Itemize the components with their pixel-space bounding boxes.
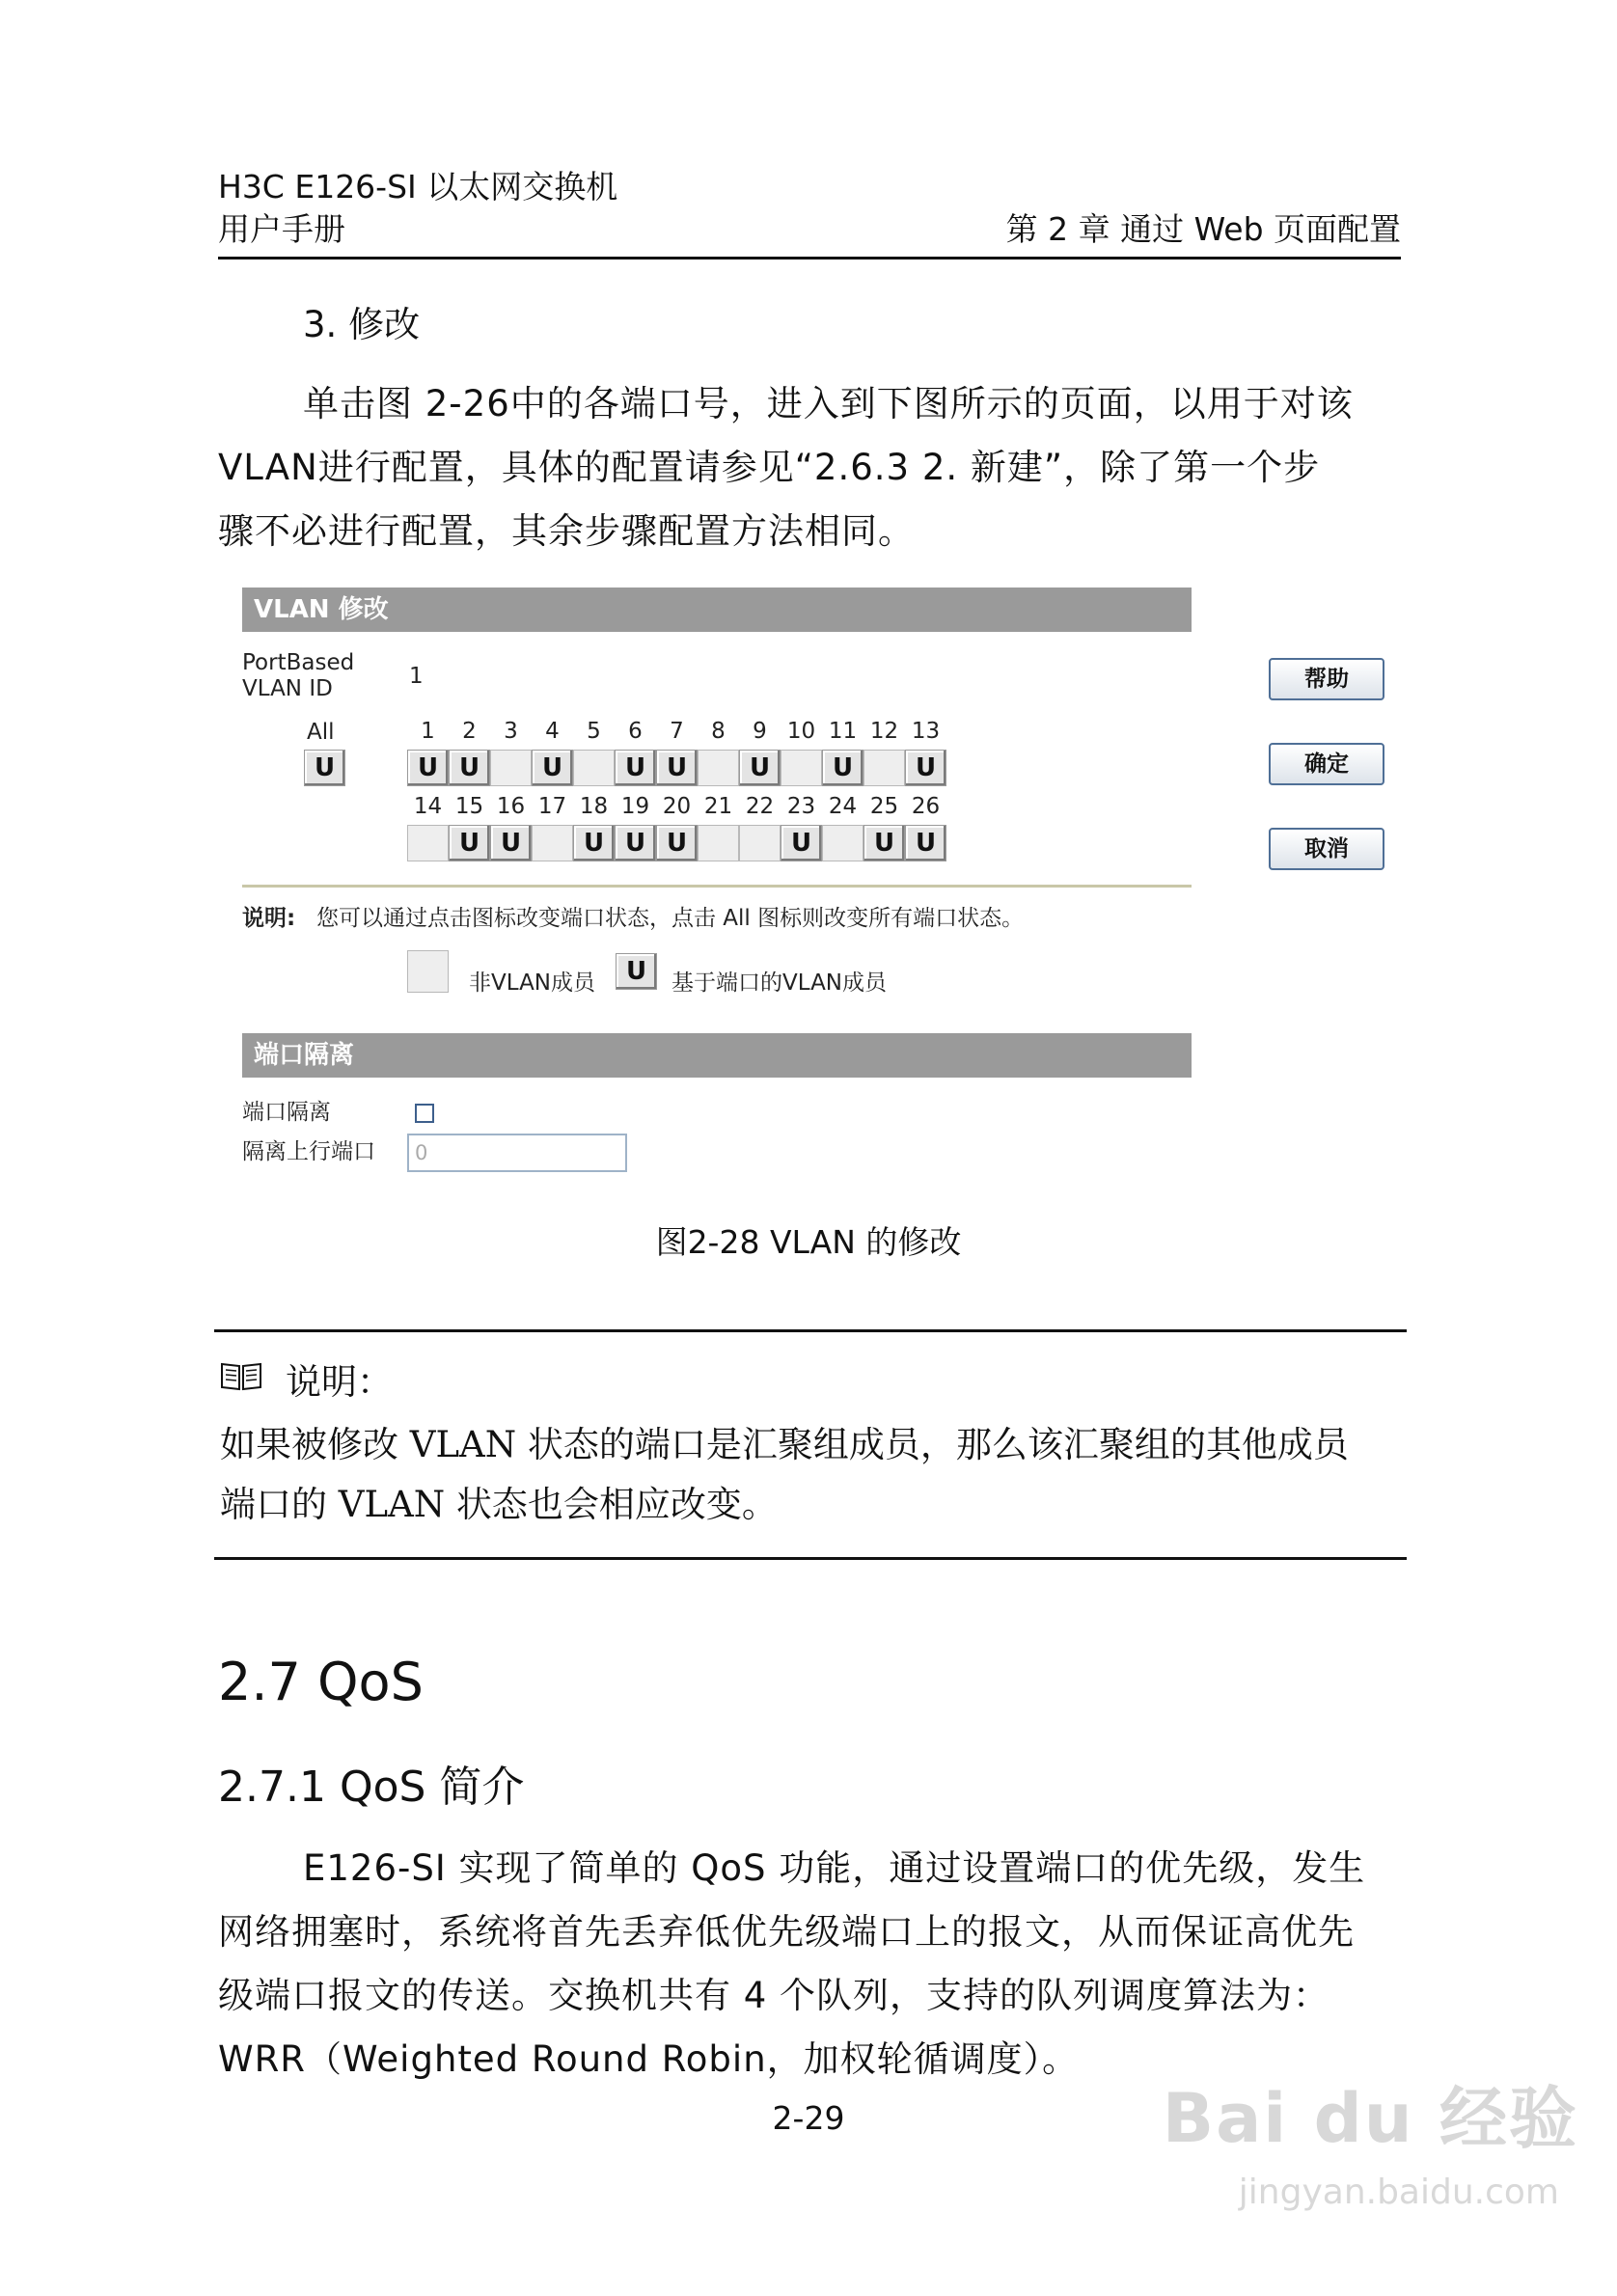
port-toggle[interactable] xyxy=(822,825,863,861)
port-toggle[interactable]: U xyxy=(905,825,946,861)
port-number[interactable]: 8 xyxy=(711,719,726,744)
port-number[interactable]: 6 xyxy=(628,719,643,744)
port-number[interactable]: 18 xyxy=(579,794,609,819)
port-number[interactable]: 22 xyxy=(745,794,775,819)
vlan-modify-screenshot xyxy=(239,576,1389,1193)
cancel-button[interactable]: 取消 xyxy=(1269,828,1384,870)
note-bottom-rule xyxy=(214,1557,1407,1560)
note-line-2: 端口的 VLAN 状态也会相应改变。 xyxy=(220,1484,778,1525)
qos-line-1: E126-SI 实现了简单的 QoS 功能，通过设置端口的优先级，发生 xyxy=(303,1847,1366,1889)
port-number[interactable]: 23 xyxy=(786,794,816,819)
figure-caption: 图2-28 VLAN 的修改 xyxy=(655,1223,962,1261)
section-2-7-heading: 2.7 QoS xyxy=(218,1652,424,1712)
para-line-2: VLAN进行配置，具体的配置请参见“2.6.3 2. 新建”，除了第一个步 xyxy=(218,447,1321,488)
port-toggle[interactable] xyxy=(407,825,449,861)
port-isolation-bar: 端口隔离 xyxy=(242,1033,1192,1078)
port-number[interactable]: 4 xyxy=(545,719,560,744)
figure-note-text: 您可以通过点击图标改变端口状态，点击 All 图标则改变所有端口状态。 xyxy=(316,906,1025,931)
port-toggle[interactable] xyxy=(532,825,573,861)
port-number[interactable]: 7 xyxy=(670,719,684,744)
port-number[interactable]: 11 xyxy=(828,719,858,744)
port-toggle[interactable] xyxy=(739,825,781,861)
port-toggle[interactable]: U xyxy=(449,750,490,786)
port-toggle[interactable] xyxy=(781,750,822,786)
header-product: H3C E126-SI 以太网交换机 xyxy=(218,168,618,205)
uplink-port-input[interactable]: 0 xyxy=(407,1134,627,1172)
port-isolation-checkbox[interactable] xyxy=(415,1104,434,1123)
port-toggle[interactable]: U xyxy=(490,825,532,861)
uplink-port-label: 隔离上行端口 xyxy=(242,1139,375,1164)
vlan-modify-bar: VLAN 修改 xyxy=(242,588,1192,632)
figure-note-label: 说明: xyxy=(242,906,296,931)
port-toggle[interactable] xyxy=(698,750,739,786)
all-port-toggle[interactable]: U xyxy=(304,750,345,786)
qos-line-3: 级端口报文的传送。交换机共有 4 个队列，支持的队列调度算法为： xyxy=(218,1975,1330,2016)
qos-line-2: 网络拥塞时，系统将首先丢弃低优先级端口上的报文，从而保证高优先 xyxy=(218,1911,1355,1953)
port-number[interactable]: 21 xyxy=(703,794,733,819)
qos-line-4: WRR（Weighted Round Robin，加权轮循调度）。 xyxy=(218,2038,1080,2080)
vlan-id-value: 1 xyxy=(409,664,424,689)
port-toggle[interactable]: U xyxy=(863,825,905,861)
port-toggle[interactable]: U xyxy=(822,750,863,786)
port-toggle[interactable]: U xyxy=(615,825,656,861)
port-toggle[interactable]: U xyxy=(573,825,615,861)
page-number: 2-29 xyxy=(772,2099,845,2137)
para-line-3: 骤不必进行配置，其余步骤配置方法相同。 xyxy=(218,510,915,552)
port-number[interactable]: 15 xyxy=(454,794,484,819)
port-number[interactable]: 14 xyxy=(413,794,443,819)
book-icon xyxy=(218,1358,264,1397)
port-number[interactable]: 3 xyxy=(504,719,518,744)
port-number[interactable]: 25 xyxy=(869,794,899,819)
port-toggle[interactable]: U xyxy=(615,750,656,786)
port-toggle[interactable]: U xyxy=(656,825,698,861)
ok-button[interactable]: 确定 xyxy=(1269,743,1384,785)
port-toggle[interactable]: U xyxy=(781,825,822,861)
all-label: All xyxy=(307,720,335,745)
header-rule xyxy=(218,257,1401,260)
watermark-logo: Bai du 经验 xyxy=(1162,2079,1578,2158)
legend-member-icon: U xyxy=(616,953,657,990)
port-toggle[interactable]: U xyxy=(449,825,490,861)
port-toggle[interactable]: U xyxy=(739,750,781,786)
port-toggle[interactable] xyxy=(863,750,905,786)
port-number[interactable]: 17 xyxy=(537,794,567,819)
port-toggle[interactable]: U xyxy=(656,750,698,786)
section-paragraph xyxy=(218,372,1414,563)
port-number[interactable]: 9 xyxy=(753,719,767,744)
note-title: 说明： xyxy=(286,1361,393,1403)
port-toggle[interactable] xyxy=(490,750,532,786)
port-toggle[interactable] xyxy=(698,825,739,861)
portbased-label-1: PortBased xyxy=(242,650,355,675)
legend-non-member-label: 非VLAN成员 xyxy=(469,970,596,996)
help-button[interactable]: 帮助 xyxy=(1269,658,1384,700)
port-isolation-label: 端口隔离 xyxy=(242,1100,331,1125)
header-manual: 用户手册 xyxy=(218,210,345,248)
port-number[interactable]: 24 xyxy=(828,794,858,819)
section-heading: 3. 修改 xyxy=(303,304,421,345)
legend-member-label: 基于端口的VLAN成员 xyxy=(671,970,888,996)
figure-separator xyxy=(242,885,1192,888)
qos-paragraph xyxy=(218,1837,1414,2091)
port-number[interactable]: 10 xyxy=(786,719,816,744)
port-toggle[interactable]: U xyxy=(407,750,449,786)
header-chapter: 第 2 章 通过 Web 页面配置 xyxy=(1005,210,1401,248)
section-2-7-1-heading: 2.7.1 QoS 简介 xyxy=(218,1763,525,1812)
port-toggle[interactable]: U xyxy=(905,750,946,786)
port-toggle[interactable]: U xyxy=(532,750,573,786)
port-number[interactable]: 26 xyxy=(911,794,941,819)
note-line-1: 如果被修改 VLAN 状态的端口是汇聚组成员，那么该汇聚组的其他成员 xyxy=(220,1424,1349,1465)
watermark-url: jingyan.baidu.com xyxy=(1238,2173,1559,2212)
note-top-rule xyxy=(214,1329,1407,1332)
port-number[interactable]: 2 xyxy=(462,719,477,744)
port-number[interactable]: 12 xyxy=(869,719,899,744)
port-toggle[interactable] xyxy=(573,750,615,786)
port-number[interactable]: 1 xyxy=(421,719,435,744)
port-number[interactable]: 19 xyxy=(620,794,650,819)
legend-non-member-icon xyxy=(407,950,449,993)
port-number[interactable]: 20 xyxy=(662,794,692,819)
para-line-1: 单击图 2-26中的各端口号，进入到下图所示的页面，以用于对该 xyxy=(303,383,1354,424)
portbased-label-2: VLAN ID xyxy=(242,676,333,701)
port-number[interactable]: 5 xyxy=(587,719,601,744)
port-number[interactable]: 13 xyxy=(911,719,941,744)
port-number[interactable]: 16 xyxy=(496,794,526,819)
